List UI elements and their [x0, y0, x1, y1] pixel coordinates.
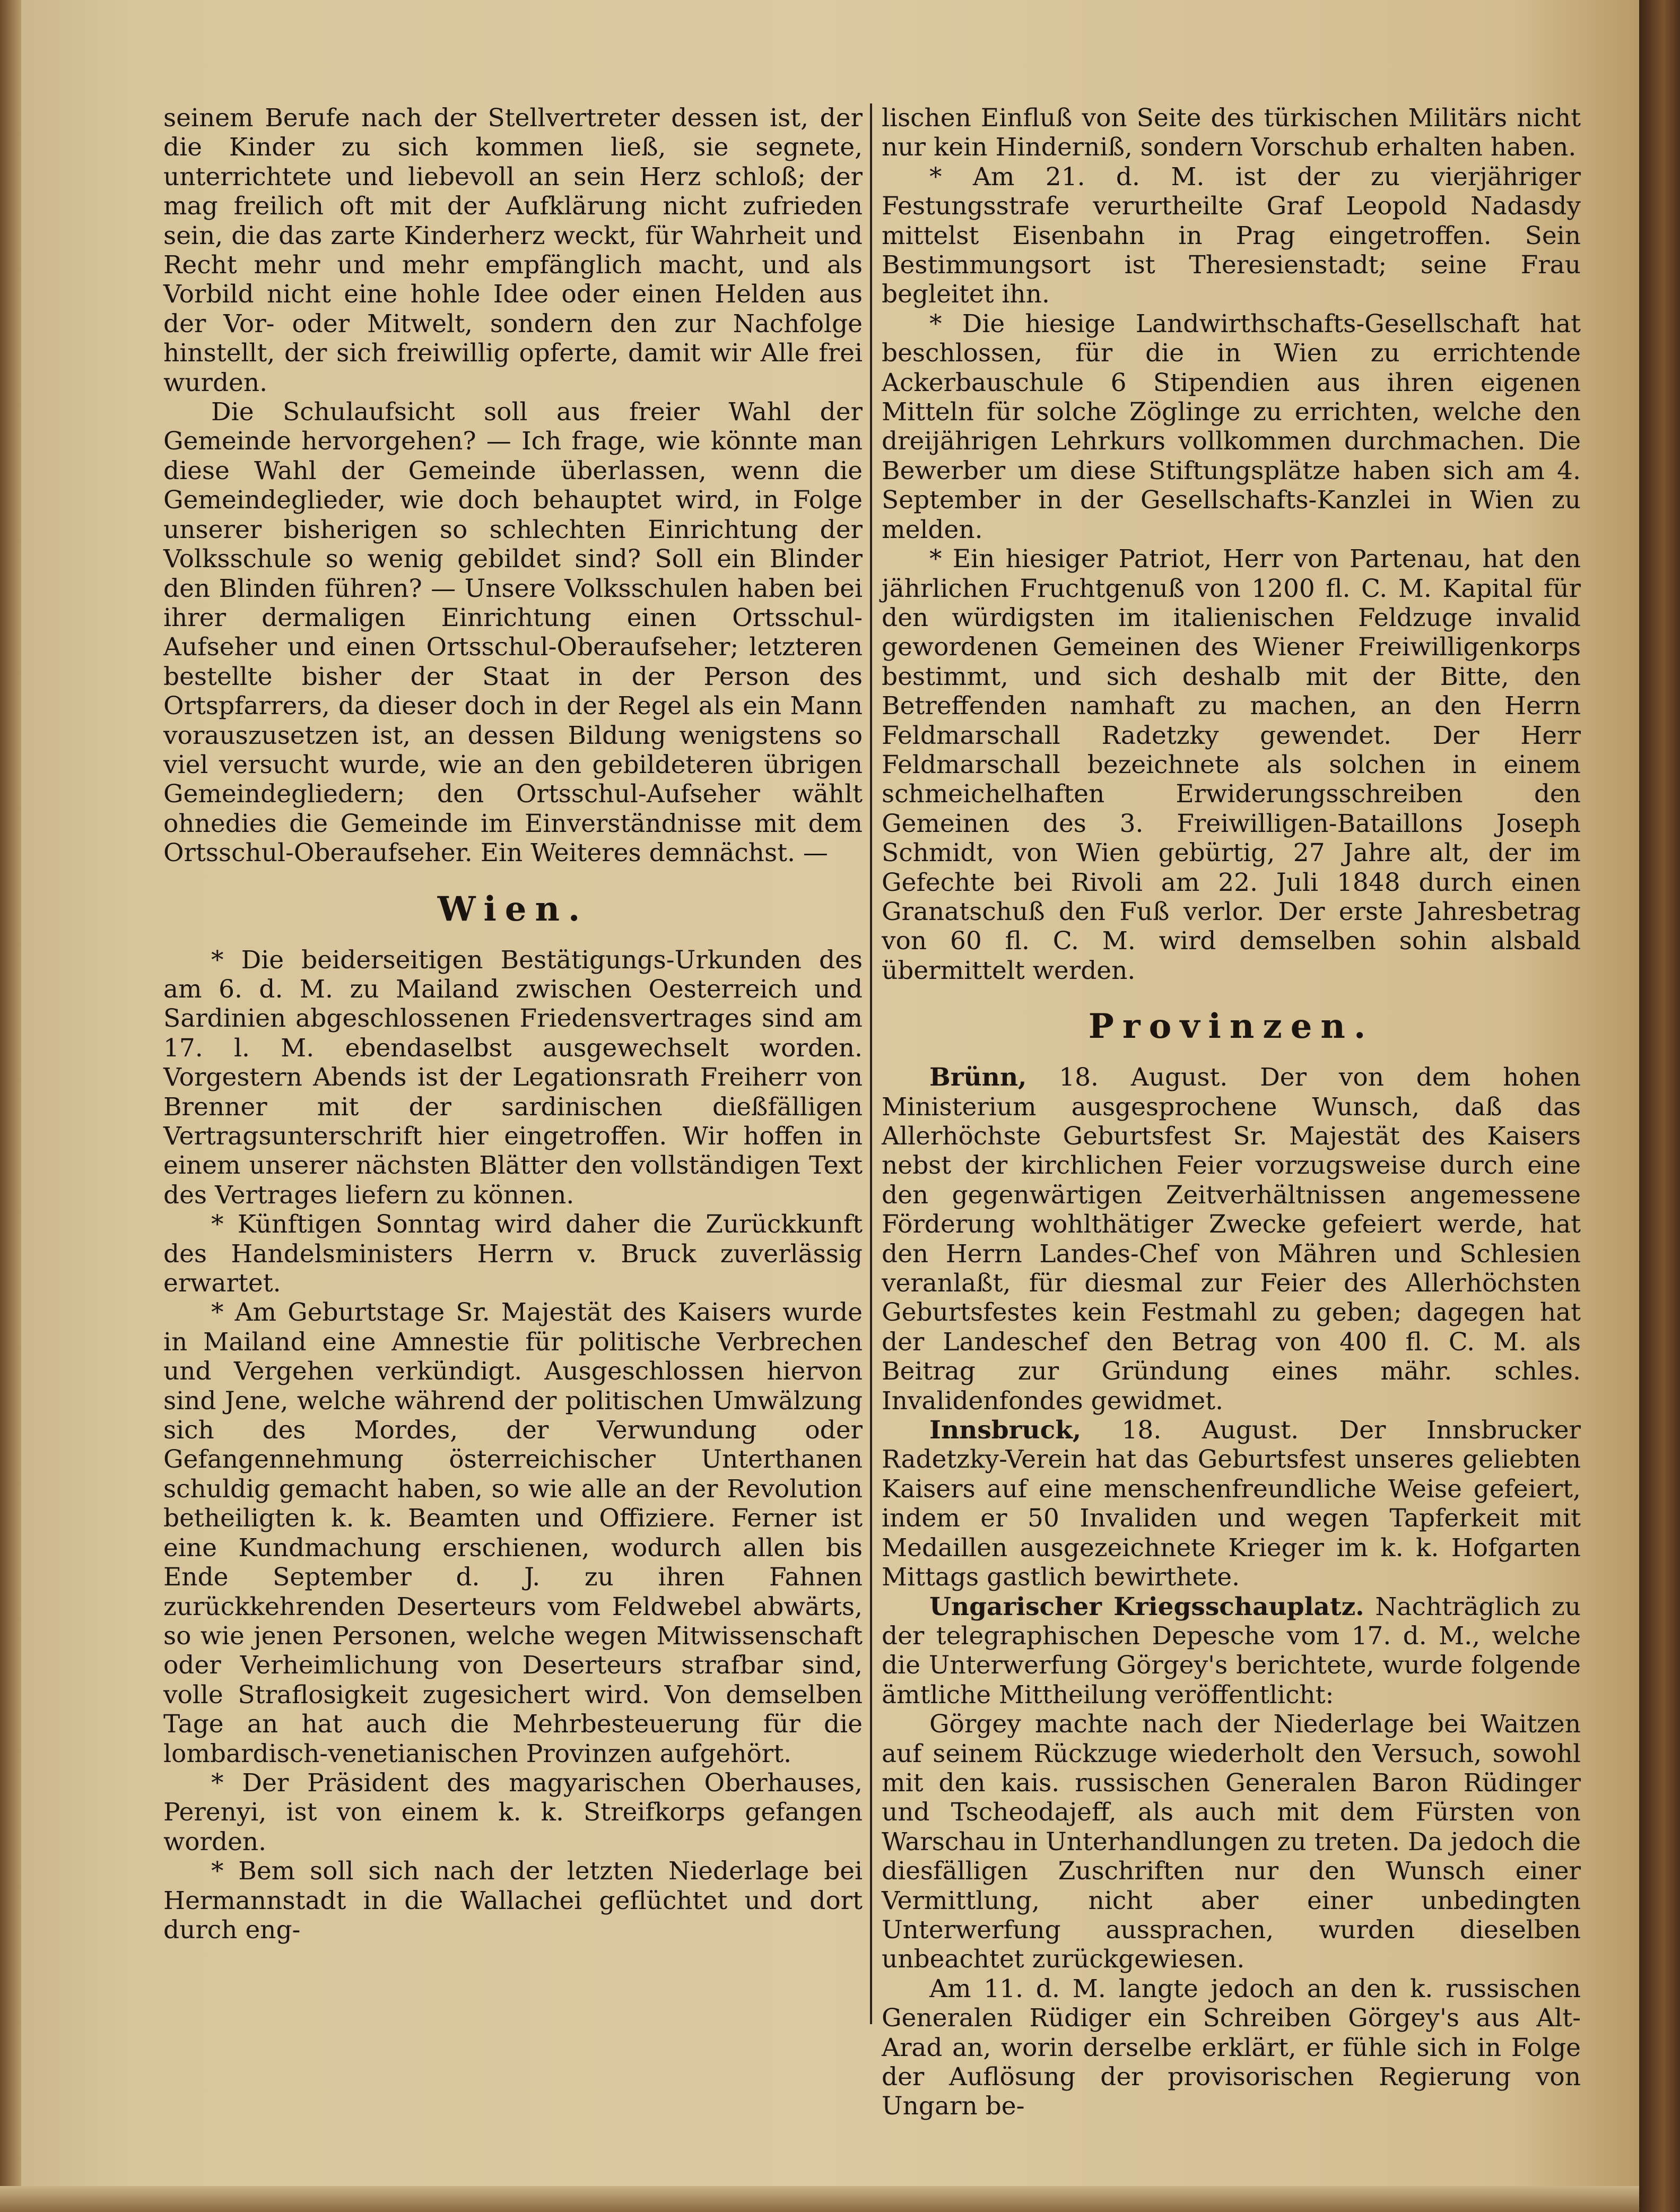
wien-item: * Die beiderseitigen Bestätigungs-Urkunden des am 6. d. M. zu Mailand zwischen Oesterreich und Sardinien abgeschlossenen Friedensvertrages sind am 17. l. M. ebendaselbst ausgewechselt worden. Vorgestern Abends ist der Legationsrath Freiherr von Brenner mit der sardinischen dießfälligen Vertragsunterschrift hier eingetroffen. Wir hoffen in einem unserer nächsten Blätter den vollständigen Text des Vertrages liefern zu können.: [163, 945, 863, 1210]
next-page-edge: [1639, 0, 1680, 2212]
innsbruck-dateline: Innsbruck,: [929, 1416, 1082, 1445]
section-heading-wien: Wien.: [437, 889, 589, 929]
intro-paragraph: seinem Berufe nach der Stellvertreter dessen ist, der die Kinder zu sich kommen ließ, sie segnete, unterrichtete und liebevoll an sein Herz schloß; der mag freilich oft mit der Aufklärung nicht zufrieden sein, die das zarte Kinderherz weckt, für Wahrheit und Recht mehr und mehr empfänglich macht, und als Vorbild nicht eine hohle Idee oder einen Helden aus der Vor- oder Mitwelt, sondern den zur Nachfolge hinstellt, der sich freiwillig opferte, damit wir Alle frei wurden.: [163, 103, 863, 397]
continuation-paragraph: lischen Einfluß von Seite des türkischen Militärs nicht nur kein Hinderniß, sondern Vorschub erhalten haben.: [882, 103, 1581, 162]
wien-item: * Die hiesige Landwirthschafts-Gesellschaft hat beschlossen, für die in Wien zu errichtende Ackerbauschule 6 Stipendien aus ihren eigenen Mitteln für solche Zöglinge zu errichten, welche den dreijährigen Lehrkurs vollkommen durchmachen. Die Bewerber um diese Stiftungsplätze haben sich am 4. September in der Gesellschafts-Kanzlei in Wien zu melden.: [882, 309, 1581, 544]
column-divider: [870, 103, 872, 2024]
bruenn-report: [882, 1063, 1581, 1416]
bruenn-text: 18. August. Der von dem hohen Ministerium ausgesprochene Wunsch, daß das Allerhöchste Geburtsfest Sr. Majestät des Kaisers nebst der kirchlichen Feier vorzugsweise durch eine den gegenwärtigen Zeitverhältnissen angemessene Förderung wohlthätiger Zwecke gefeiert werde, hat den Herrn Landes-Chef von Mähren und Schlesien veranlaßt, für diesmal zur Feier des Allerhöchsten Geburtsfestes kein Festmahl zu geben; dagegen hat der Landeschef den Betrag von 400 fl. C. M. als Beitrag zur Gründung eines mähr. schles. Invalidenfondes gewidmet.: [882, 1063, 1581, 1416]
wien-item: * Am 21. d. M. ist der zu vierjähriger Festungsstrafe verurtheilte Graf Leopold Nadasdy mittelst Eisenbahn in Prag eingetroffen. Sein Bestimmungsort ist Theresienstadt; seine Frau begleitet ihn.: [882, 162, 1581, 309]
left-column: [163, 103, 863, 1945]
wien-item: * Der Präsident des magyarischen Oberhauses, Perenyi, ist von einem k. k. Streifkorps gefangen worden.: [163, 1768, 863, 1857]
wien-item: * Künftigen Sonntag wird daher die Zurückkunft des Handelsministers Herrn v. Bruck zuverlässig erwartet.: [163, 1210, 863, 1298]
bruenn-dateline: Brünn,: [929, 1063, 1027, 1092]
page-bottom-edge: [0, 2186, 1639, 2212]
wien-item: * Am Geburtstage Sr. Majestät des Kaisers wurde in Mailand eine Amnestie für politische Verbrechen und Vergehen verkündigt. Ausgeschlossen hiervon sind Jene, welche während der politischen Umwälzung sich des Mordes, der Verwundung oder Gefangennehmung österreichischer Unterthanen schuldig gemacht haben, so wie alle an der Revolution betheiligten k. k. Beamten und Offiziere. Ferner ist eine Kundmachung erschienen, wodurch allen bis Ende September d. J. zu ihren Fahnen zurückkehrenden Deserteurs vom Feldwebel abwärts, so wie jenen Personen, welche wegen Mitwissenschaft oder Verheimlichung von Deserteurs strafbar sind, volle Straflosigkeit zugesichert wird. Von demselben Tage an hat auch die Mehrbesteuerung für die lombardisch-venetianischen Provinzen aufgehört.: [163, 1298, 863, 1768]
page-left-edge: [0, 0, 21, 2212]
section-heading-provinzen: Provinzen.: [1088, 1007, 1374, 1047]
hungary-dateline: Ungarischer Kriegsschauplatz.: [929, 1592, 1364, 1621]
wien-item: * Ein hiesiger Patriot, Herr von Partenau, hat den jährlichen Fruchtgenuß von 1200 fl. C. M. Kapital für den würdigsten im italienischen Feldzuge invalid gewordenen Gemeinen des Wiener Freiwilligenkorps bestimmt, und sich deshalb mit der Bitte, den Betreffenden namhaft zu machen, an den Herrn Feldmarschall Radetzky gewendet. Der Herr Feldmarschall bezeichnete als solchen in einem schmeichelhaften Erwiderungsschreiben den Gemeinen des 3. Freiwilligen-Bataillons Joseph Schmidt, von Wien gebürtig, 27 Jahre alt, der im Gefechte bei Rivoli am 22. Juli 1848 durch einen Granatschuß den Fuß verlor. Der erste Jahresbetrag von 60 fl. C. M. wird demselben sohin alsbald übermittelt werden.: [882, 544, 1581, 985]
goergey-paragraph: Görgey machte nach der Niederlage bei Waitzen auf seinem Rückzuge wiederholt den Versuch, sowohl mit den kais. russischen Generalen Baron Rüdinger und Tscheodajeff, als auch mit dem Fürsten von Warschau in Unterhandlungen zu treten. Da jedoch die diesfälligen Zuschriften nur den Wunsch einer Vermittlung, nicht aber einer unbedingten Unterwerfung aussprachen, wurden dieselben unbeachtet zurückgewiesen.: [882, 1710, 1581, 1974]
hungary-report: [882, 1592, 1581, 1710]
wien-item: * Bem soll sich nach der letzten Niederlage bei Hermannstadt in die Wallachei geflüchtet und dort durch eng-: [163, 1857, 863, 1945]
right-column: [882, 103, 1581, 2121]
innsbruck-text: 18. August. Der Innsbrucker Radetzky-Verein hat das Geburtsfest unseres geliebten Kaisers auf eine menschenfreundliche Weise gefeiert, indem er 50 Invaliden und wegen Tapferkeit mit Medaillen ausgezeichnete Krieger im k. k. Hofgarten Mittags gastlich bewirthete.: [882, 1416, 1581, 1592]
last-paragraph: Am 11. d. M. langte jedoch an den k. russischen Generalen Rüdiger ein Schreiben Görgey's aus Alt-Arad an, worin derselbe erklärt, er fühle sich in Folge der Auflösung der provisorischen Regierung von Ungarn be-: [882, 1974, 1581, 2121]
school-supervision-paragraph: Die Schulaufsicht soll aus freier Wahl der Gemeinde hervorgehen? — Ich frage, wie könnte man diese Wahl der Gemeinde überlassen, wenn die Gemeindeglieder, wie doch behauptet wird, in Folge unserer bisherigen so schlechten Einrichtung der Volksschule so wenig gebildet sind? Soll ein Blinder den Blinden führen? — Unsere Volksschulen haben bei ihrer dermaligen Einrichtung einen Ortsschul-Aufseher und einen Ortsschul-Oberaufseher; letzteren bestellte bisher der Staat in der Person des Ortspfarrers, da dieser doch in der Regel als ein Mann vorauszusetzen ist, an dessen Bildung wenigstens so viel versucht wurde, wie an den gebildeteren übrigen Gemeindegliedern; den Ortsschul-Aufseher wählt ohnedies die Gemeinde im Einverständnisse mit dem Ortsschul-Oberaufseher. Ein Weiteres demnächst. —: [163, 397, 863, 868]
innsbruck-report: [882, 1416, 1581, 1592]
hungary-text: Nachträglich zu der telegraphischen Depesche vom 17. d. M., welche die Unterwerfung Görgey's berichtete, wurde folgende ämtliche Mittheilung veröffentlicht:: [882, 1592, 1581, 1710]
